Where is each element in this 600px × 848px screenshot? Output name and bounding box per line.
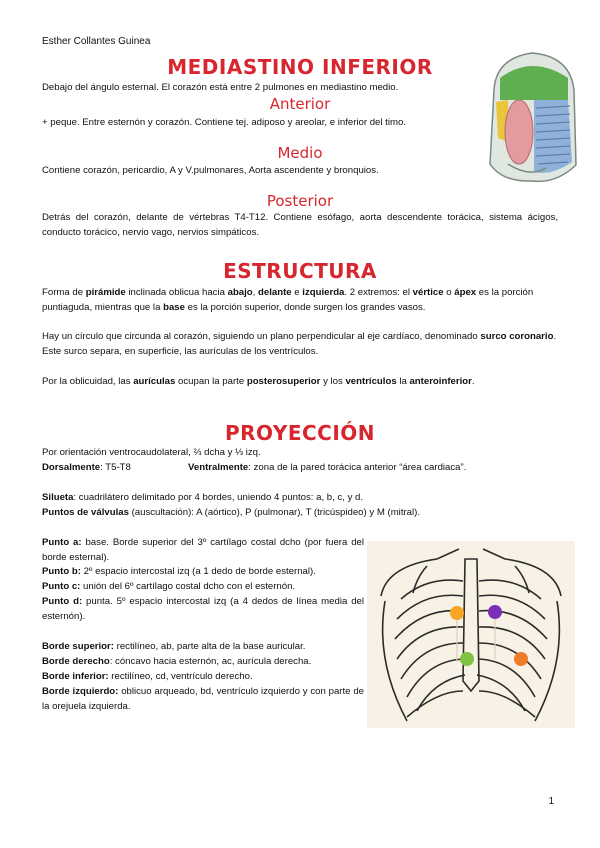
borde-inferior: Borde inferior: rectilíneo, cd, ventrículo derecho. (42, 671, 253, 682)
punto-b: Punto b: 2º espacio intercostal izq (a 1 dedo de borde esternal). (42, 566, 316, 577)
medio-text: Contiene corazón, pericardio, A y V.pulmonares, Aorta ascendente y bronquios. (42, 165, 379, 176)
thorax-illustration (367, 541, 575, 728)
dorsal-text: Dorsalmente: T5-T8 (42, 462, 131, 473)
punto-c: Punto c: unión del 6º cartílago costal dcho con el esternón. (42, 581, 296, 592)
subtitle-medio: Medio (277, 144, 323, 162)
author-name: Esther Collantes Guinea (42, 36, 151, 47)
estructura-paragraph-2: Hay un círculo que circunda al corazón, siguiendo un plano perpendicular al eje cardíaco, denominado surco coronario. Este surco separa, en superficie, las aurículas de los ventrículos. (42, 331, 557, 357)
tricuspid-valve-point (460, 652, 474, 666)
section-title-estructura: ESTRUCTURA (223, 259, 377, 283)
page-number: 1 (548, 796, 554, 807)
section-title-mediastino: MEDIASTINO INFERIOR (167, 55, 433, 79)
subtitle-anterior: Anterior (269, 95, 331, 113)
borde-superior: Borde superior: rectilíneo, ab, parte alta de la base auricular. (42, 641, 306, 652)
intro-text: Debajo del ángulo esternal. El corazón está entre 2 pulmones en mediastino medio. (42, 82, 399, 93)
estructura-paragraph-3: Por la oblicuidad, las aurículas ocupan la parte posterosuperior y los ventrículos la anteroinferior. (42, 376, 475, 387)
valvulas-text: Puntos de válvulas (auscultación): A (aórtico), P (pulmonar), T (tricúspideo) y M (mitral). (42, 507, 421, 518)
section-title-proyeccion: PROYECCIÓN (224, 421, 376, 445)
silueta-text: Silueta: cuadrilátero delimitado por 4 bordes, uniendo 4 puntos: a, b, c, y d. (42, 492, 364, 503)
mediastinum-illustration (486, 50, 578, 185)
borde-izquierdo: Borde izquierdo: oblicuo arqueado, bd, ventrículo izquierdo y con parte de la orejuela izquierda. (42, 686, 364, 712)
anterior-text: + peque. Entre esternón y corazón. Contiene tej. adiposo y areolar, e inferior del timo. (42, 117, 406, 128)
ventral-text: Ventralmente: zona de la pared torácica anterior “área cardiaca”. (188, 462, 467, 473)
subtitle-posterior: Posterior (266, 192, 334, 210)
punto-a: Punto a: base. Borde superior del 3º cartílago costal dcho (por fuera del borde esternal). (42, 537, 364, 563)
pulmonary-valve-point (488, 605, 502, 619)
punto-d: Punto d: punta. 5º espacio intercostal izq (a 4 dedos de línea media del esternón). (42, 596, 364, 622)
borde-derecho: Borde derecho: cóncavo hacia esternón, ac, aurícula derecha. (42, 656, 312, 667)
mitral-valve-point (514, 652, 528, 666)
estructura-paragraph-1: Forma de pirámide inclinada oblicua hacia abajo, delante e izquierda. 2 extremos: el vértice o ápex es la porción puntiaguda, mientras que la base es la porción superior, donde surgen los grandes vasos. (42, 287, 534, 313)
posterior-text: Detrás del corazón, delante de vértebras T4-T12. Contiene esófago, aorta descendente torácica, sistema ácigos, conducto torácico, nervio vago, nervios simpáticos. (42, 212, 558, 238)
aortic-valve-point (450, 606, 464, 620)
orientation-text: Por orientación ventrocaudolateral, ⅔ dcha y ⅓ izq. (42, 447, 261, 458)
